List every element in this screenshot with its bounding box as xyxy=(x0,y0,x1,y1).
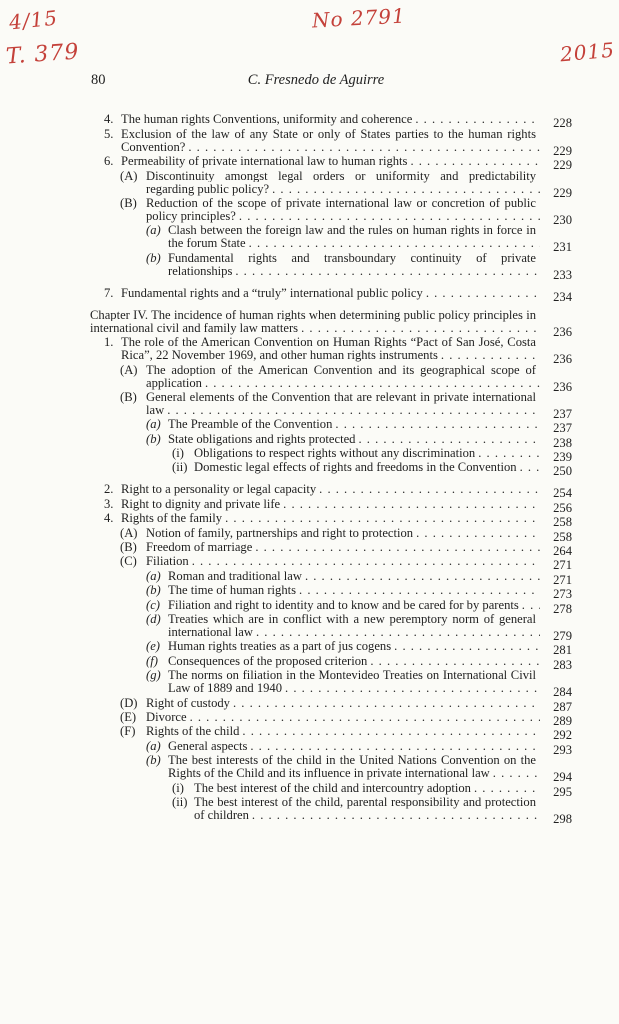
toc-entry-page: 254 xyxy=(553,486,572,501)
toc-entry-title: Consequences of the proposed criterion xyxy=(168,655,370,668)
toc-entry-label: 4. xyxy=(104,511,114,526)
toc-entry-title: The time of human rights xyxy=(168,584,299,597)
toc-entry-page: 294 xyxy=(553,770,572,785)
toc-entry-label: 7. xyxy=(104,285,114,300)
toc-entry-title: The best interest of the child, parental responsibility and protection of children xyxy=(194,795,536,822)
toc-entry-title: The best interest of the child and intercountry adoption xyxy=(194,782,474,795)
toc-entry-label: 1. xyxy=(104,335,114,350)
toc-entry-page: 230 xyxy=(553,212,572,227)
toc-entry-label: (C) xyxy=(120,554,137,569)
toc-entry-label: (B) xyxy=(120,389,137,404)
toc-entry xyxy=(90,611,572,643)
toc-entry-label: (a) xyxy=(146,223,161,238)
toc-entry-label: (B) xyxy=(120,540,137,555)
toc-entry xyxy=(90,308,572,339)
toc-entry-label: (E) xyxy=(120,709,137,724)
toc-entry-page: 236 xyxy=(553,324,572,339)
toc-entry-page: 283 xyxy=(553,657,572,672)
toc-entry-label: (f) xyxy=(146,653,158,668)
toc-entry-title: Roman and traditional law xyxy=(168,570,305,583)
toc-entry xyxy=(90,417,572,436)
toc-entry-page: 229 xyxy=(553,158,572,173)
toc-entry-title: Notion of family, partnerships and right to protection xyxy=(146,527,416,540)
toc-entry-title: Freedom of marriage xyxy=(146,541,255,554)
toc-entry-label: (a) xyxy=(146,738,161,753)
toc-entry-title: Divorce xyxy=(146,711,190,724)
toc-entry-label: (e) xyxy=(146,639,160,654)
toc-entry-title: Reduction of the scope of private international law or concretion of public policy principles? xyxy=(146,196,536,223)
toc-entry-page: 229 xyxy=(553,143,572,158)
toc-entry-page: 278 xyxy=(553,601,572,616)
toc-entry xyxy=(90,431,572,450)
toc-entry-title: The role of the American Convention on Human Rights “Pact of San José, Costa Rica”, 22 November 1969, and other human rights instruments xyxy=(121,336,536,363)
toc-entry xyxy=(90,362,572,394)
handwritten-note-number: No 2791 xyxy=(311,3,407,33)
handwritten-note-date: 4/15 xyxy=(7,5,60,35)
toc-entry-page: 298 xyxy=(553,811,572,826)
toc-entry xyxy=(90,250,572,282)
toc-entry-label: (b) xyxy=(146,250,161,265)
toc-entry-page: 279 xyxy=(553,628,572,643)
toc-entry-page: 229 xyxy=(553,185,572,200)
handwritten-note-year: 2015 xyxy=(559,37,616,67)
toc-entry-title: Fundamental rights and a “truly” international public policy xyxy=(121,287,426,300)
toc-entry xyxy=(90,597,572,616)
toc-entry-title: Right to dignity and private life xyxy=(121,498,283,511)
toc-entry-label: (i) xyxy=(172,446,184,461)
toc-entry xyxy=(90,794,572,826)
toc-entry-title: The best interests of the child in the United Nations Convention on the Rights of the Child and its influence in private international law xyxy=(168,754,536,781)
toc-entry-page: 236 xyxy=(553,352,572,367)
toc-entry xyxy=(90,496,572,515)
toc-entry-page: 239 xyxy=(553,450,572,465)
toc-entry-label: (i) xyxy=(172,780,184,795)
table-of-contents xyxy=(90,112,572,826)
toc-entry-page: 231 xyxy=(553,240,572,255)
toc-entry-page: 258 xyxy=(553,515,572,530)
toc-entry-label: (A) xyxy=(120,525,138,540)
toc-entry-label: (F) xyxy=(120,724,136,739)
toc-entry-page: 271 xyxy=(553,572,572,587)
toc-entry-label: (b) xyxy=(146,583,161,598)
toc-entry xyxy=(90,568,572,587)
toc-entry-title: Right of custody xyxy=(146,697,233,710)
toc-entry-label: 4. xyxy=(104,112,114,127)
toc-entry-page: 295 xyxy=(553,784,572,799)
toc-entry-title: Discontinuity amongst legal orders or uniformity and predictability regarding public policy? xyxy=(146,169,536,196)
toc-entry-page: 281 xyxy=(553,643,572,658)
handwritten-note-volume: T. 379 xyxy=(5,39,81,70)
toc-entry-title: Exclusion of the law of any State or only of States parties to the human rights Convention? xyxy=(121,127,536,154)
toc-entry-label: (a) xyxy=(146,417,161,432)
toc-entry-title: Human rights treaties as a part of jus cogens xyxy=(168,640,394,653)
toc-entry-label: (B) xyxy=(120,195,137,210)
page-title: C. Fresnedo de Aguirre xyxy=(247,72,385,88)
toc-entry-title: Rights of the family xyxy=(121,512,225,525)
toc-entry-label: (b) xyxy=(146,431,161,446)
toc-entry-label: (A) xyxy=(120,168,138,183)
toc-entry xyxy=(90,446,572,465)
toc-entry xyxy=(90,695,572,714)
toc-entry xyxy=(90,126,572,158)
toc-entry xyxy=(90,653,572,672)
toc-entry-page: 284 xyxy=(553,685,572,700)
toc-entry-label: (ii) xyxy=(172,460,188,475)
toc-entry-page: 237 xyxy=(553,421,572,436)
toc-entry-title: The human rights Conventions, uniformity and coherence xyxy=(121,113,415,126)
toc-entry xyxy=(90,223,572,255)
toc-entry-page: 233 xyxy=(553,267,572,282)
toc-entry-label: 2. xyxy=(104,482,114,497)
toc-entry xyxy=(90,668,572,700)
toc-entry-page: 293 xyxy=(553,742,572,757)
toc-entry xyxy=(90,154,572,173)
toc-entry-label: (D) xyxy=(120,695,138,710)
running-head xyxy=(91,72,541,92)
toc-entry-page: 256 xyxy=(553,500,572,515)
toc-entry-title: Right to a personality or legal capacity xyxy=(121,483,319,496)
toc-entry-label: (ii) xyxy=(172,794,188,809)
toc-entry xyxy=(90,540,572,559)
toc-entry-title: Permeability of private international law to human rights xyxy=(121,155,410,168)
toc-entry xyxy=(90,709,572,728)
toc-entry-label: 3. xyxy=(104,496,114,511)
toc-entry xyxy=(90,724,572,743)
toc-entry-title: The Preamble of the Convention xyxy=(168,418,335,431)
toc-entry xyxy=(90,285,572,304)
toc-entry xyxy=(90,738,572,757)
toc-entry-title: Domestic legal effects of rights and freedoms in the Convention xyxy=(194,461,520,474)
toc-entry xyxy=(90,389,572,421)
toc-entry-page: 289 xyxy=(553,713,572,728)
toc-entry-page: 264 xyxy=(553,544,572,559)
toc-entry-page: 238 xyxy=(553,435,572,450)
toc-entry xyxy=(90,168,572,200)
toc-entry xyxy=(90,335,572,367)
toc-entry-title: General aspects xyxy=(168,740,250,753)
toc-entry xyxy=(90,583,572,602)
toc-entry-title: State obligations and rights protected xyxy=(168,433,358,446)
toc-entry-page: 237 xyxy=(553,406,572,421)
toc-entry-page: 273 xyxy=(553,587,572,602)
toc-entry xyxy=(90,753,572,785)
toc-entry-title: Fundamental rights and transboundary continuity of private relationships xyxy=(168,251,536,278)
toc-entry-page: 271 xyxy=(553,558,572,573)
toc-entry-label: (d) xyxy=(146,611,161,626)
toc-entry-label: 5. xyxy=(104,126,114,141)
toc-entry-label: (A) xyxy=(120,362,138,377)
toc-entry xyxy=(90,780,572,799)
toc-entry-title: Chapter IV. The incidence of human rights when determining public policy principles in international civil and family law matters xyxy=(90,308,536,335)
toc-entry-label: (b) xyxy=(146,753,161,768)
toc-entry xyxy=(90,112,572,131)
toc-entry-label: 6. xyxy=(104,154,114,169)
toc-entry-title: Clash between the foreign law and the rules on human rights in force in the forum State xyxy=(168,224,536,251)
toc-entry-page: 287 xyxy=(553,699,572,714)
toc-entry-title: Filiation xyxy=(146,555,192,568)
toc-entry-page: 250 xyxy=(553,464,572,479)
toc-entry-label: (g) xyxy=(146,668,161,683)
toc-entry-page: 258 xyxy=(553,529,572,544)
toc-entry xyxy=(90,554,572,573)
toc-entry-page: 228 xyxy=(553,116,572,131)
toc-entry-page: 234 xyxy=(553,289,572,304)
toc-entry xyxy=(90,525,572,544)
toc-entry-page: 292 xyxy=(553,728,572,743)
toc-entry-title: The adoption of the American Convention and its geographical scope of application xyxy=(146,363,536,390)
toc-entry-page: 236 xyxy=(553,379,572,394)
toc-entry xyxy=(90,460,572,479)
toc-entry-title: Filiation and right to identity and to know and be cared for by parents xyxy=(168,599,522,612)
toc-entry-title: Obligations to respect rights without any discrimination xyxy=(194,447,478,460)
toc-entry xyxy=(90,195,572,227)
toc-entry-label: (c) xyxy=(146,597,160,612)
toc-entry-title: General elements of the Convention that are relevant in private international law xyxy=(146,390,536,417)
toc-entry-title: Rights of the child xyxy=(146,725,242,738)
page-number: 80 xyxy=(91,72,106,88)
toc-entry xyxy=(90,482,572,501)
toc-entry xyxy=(90,639,572,658)
toc-entry-title: The norms on filiation in the Montevideo Treaties on International Civil Law of 1889 and 1940 xyxy=(168,669,536,696)
toc-entry-label: (a) xyxy=(146,568,161,583)
toc-entry xyxy=(90,511,572,530)
toc-entry-title: Treaties which are in conflict with a new peremptory norm of general international law xyxy=(168,612,536,639)
